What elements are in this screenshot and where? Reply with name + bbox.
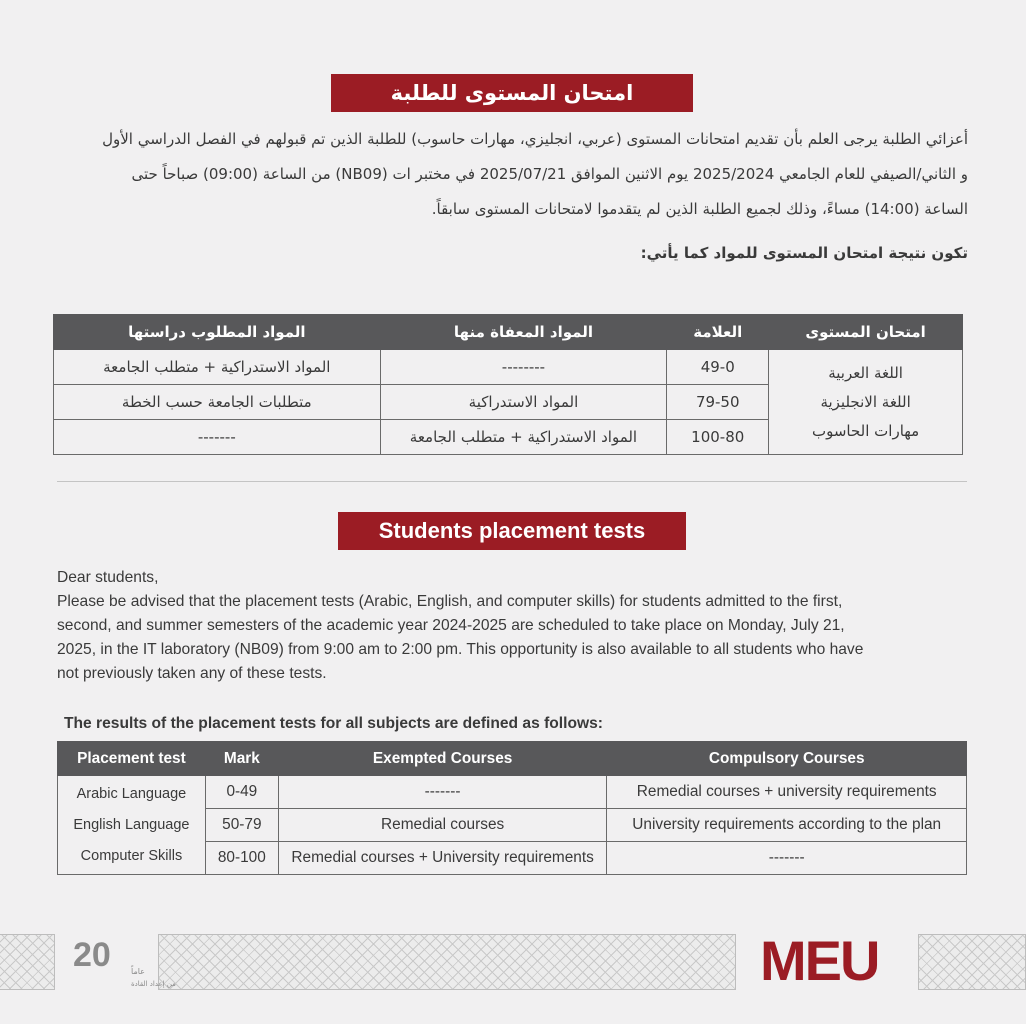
arabic-results-heading: تكون نتيجة امتحان المستوى للمواد كما يأتي: xyxy=(640,244,968,262)
header-mark: العلامة xyxy=(667,315,769,350)
meu-logo: MEU xyxy=(760,929,879,992)
exempted-cell: Remedial courses + University requirements xyxy=(278,842,607,875)
levels-cell xyxy=(769,350,963,455)
decorative-pattern xyxy=(0,934,55,990)
english-title-banner: Students placement tests xyxy=(338,512,686,550)
header-mark: Mark xyxy=(205,742,278,776)
decorative-pattern xyxy=(918,934,1026,990)
level-arabic: Arabic Language xyxy=(76,785,187,802)
table-row xyxy=(58,776,967,809)
english-announcement xyxy=(57,566,969,686)
arabic-paragraph-line: الساعة (14:00) مساءً، وذلك لجميع الطلبة الذين لم يتقدموا لامتحانات المستوى سابقاً. xyxy=(431,200,968,218)
english-paragraph-line: Please be advised that the placement tests (Arabic, English, and computer skills) for students admitted to the first, xyxy=(57,593,843,610)
required-cell: المواد الاستدراكية + متطلب الجامعة xyxy=(54,350,381,385)
required-cell: ------- xyxy=(607,842,967,875)
header-exempted: المواد المعفاة منها xyxy=(380,315,667,350)
header-required: المواد المطلوب دراستها xyxy=(54,315,381,350)
mark-cell: 80-100 xyxy=(205,842,278,875)
table-header-row xyxy=(54,315,963,350)
mark-cell: 100-80 xyxy=(667,420,769,455)
exempted-cell: Remedial courses xyxy=(278,809,607,842)
header-placement-test: Placement test xyxy=(58,742,206,776)
anniversary-number: 20 xyxy=(73,936,111,974)
mark-cell: 50-79 xyxy=(205,809,278,842)
arabic-title-banner: امتحان المستوى للطلبة xyxy=(331,74,693,112)
anniversary-tagline: من إعداد القادة xyxy=(131,980,176,988)
english-paragraph-line: not previously taken any of these tests. xyxy=(57,665,327,682)
level-computer: Computer Skills xyxy=(80,847,183,864)
required-cell: متطلبات الجامعة حسب الخطة xyxy=(54,385,381,420)
english-results-table xyxy=(57,741,967,875)
level-computer: مهارات الحاسوب xyxy=(811,421,920,440)
english-paragraph-line: 2025, in the IT laboratory (NB09) from 9:00 am to 2:00 pm. This opportunity is also available to all students who have xyxy=(57,641,864,658)
required-cell: Remedial courses + university requirements xyxy=(607,776,967,809)
arabic-results-table xyxy=(53,314,963,455)
exempted-cell: ------- xyxy=(278,776,607,809)
section-divider xyxy=(57,481,967,482)
level-english: English Language xyxy=(73,816,190,833)
header-exempted: Exempted Courses xyxy=(278,742,607,776)
anniversary-word: عاماً xyxy=(131,967,145,976)
required-cell: University requirements according to the plan xyxy=(607,809,967,842)
header-placement-test: امتحان المستوى xyxy=(769,315,963,350)
exempted-cell: المواد الاستدراكية + متطلب الجامعة xyxy=(380,420,667,455)
exempted-cell: -------- xyxy=(380,350,667,385)
levels-cell xyxy=(58,776,206,875)
mark-cell: 0-49 xyxy=(205,776,278,809)
decorative-pattern xyxy=(158,934,736,990)
level-arabic: اللغة العربية xyxy=(828,363,903,382)
required-cell: ------- xyxy=(54,420,381,455)
english-paragraph-line: second, and summer semesters of the academic year 2024-2025 are scheduled to take place on Monday, July 21, xyxy=(57,617,845,634)
table-row xyxy=(54,350,963,385)
anniversary-logo-graphic xyxy=(71,934,176,990)
english-paragraph-line: Dear students, xyxy=(57,569,159,586)
level-english: اللغة الانجليزية xyxy=(820,392,911,411)
table-header-row xyxy=(58,742,967,776)
english-results-heading: The results of the placement tests for all subjects are defined as follows: xyxy=(64,715,603,732)
header-required: Compulsory Courses xyxy=(607,742,967,776)
anniversary-logo xyxy=(71,934,176,990)
arabic-paragraph-line: و الثاني/الصيفي للعام الجامعي 2025/2024 يوم الاثنين الموافق 2025/07/21 في مختبر ات (NB09) من الساعة (09:00) صباحاً حتى xyxy=(131,165,968,183)
exempted-cell: المواد الاستدراكية xyxy=(380,385,667,420)
mark-cell: 49-0 xyxy=(667,350,769,385)
arabic-paragraph-line: أعزائي الطلبة يرجى العلم بأن تقديم امتحانات المستوى (عربي، انجليزي، مهارات حاسوب) للطلبة الذين تم قبولهم في الفصل الدراسي الأول xyxy=(102,130,968,148)
mark-cell: 79-50 xyxy=(667,385,769,420)
arabic-announcement xyxy=(56,122,968,227)
